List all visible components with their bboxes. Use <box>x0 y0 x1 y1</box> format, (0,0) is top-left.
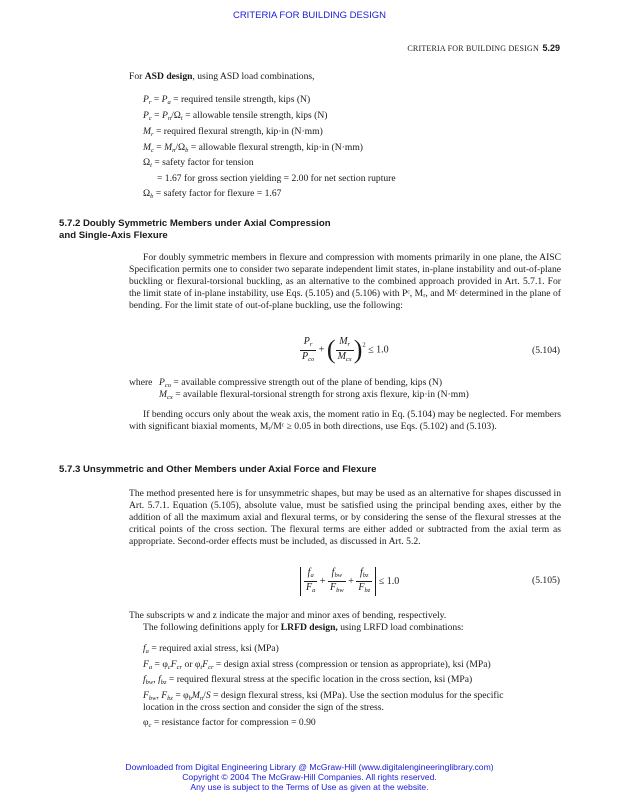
footer-copyright-line: Copyright © 2004 The McGraw-Hill Companies. All rights reserved. <box>182 772 437 782</box>
footer-terms-line[interactable]: Any use is subject to the Terms of Use as given at the website. <box>190 782 429 792</box>
eq-5105-absolute-value: $\frac{f_a}{F_a}$ + $\frac{f_{bw}}{F_{bw}}$ + $\frac{f_{bz}}{F_{bz}}$ <box>300 567 376 596</box>
section-5-7-2-heading: 5.7.2 Doubly Symmetric Members under Axial Compression and Single-Axis Flexure <box>59 218 331 241</box>
eq-5104-frac-pr-pco: $\frac{P_r}{P_{co}}$ <box>302 335 315 363</box>
def-mcx: $M_{cx}$ = available flexural-torsional strength for strong axis flexure, kip·in (N·mm) <box>159 389 469 401</box>
lrfd-def-fbw-fbz: $f_{bw}$, $f_{bz}$ = required flexural stress at the specific location in the cross section, ksi (MPa) <box>143 674 473 686</box>
lrfd-def-phi-c: $\varphi_c$ = resistance factor for compression = 0.90 <box>143 717 316 729</box>
page-number: 5.29 <box>542 43 560 53</box>
section-5-7-3-heading: 5.7.3 Unsymmetric and Other Members under Axial Force and Flexure <box>59 464 377 475</box>
asd-def-omega-t-values: = 1.67 for gross section yielding = 2.00 for net section rupture <box>157 173 396 184</box>
running-head: CRITERIA FOR BUILDING DESIGN <box>407 44 539 53</box>
asd-def-mr: $M_r$ = required flexural strength, kip·in (N·mm) <box>143 126 323 138</box>
para-5-7-3: The method presented here is for unsymmetric shapes, but may be used as an alternative for shapes discussed in Art. 5.7.1. Equation (5.105), absolute value, must be satisfied using the principal bending axes, either by the addition of all the maximum axial and flexural terms, or by considering the sense of the flexural stresses at the critical points of the cross section. The flexural terms are either added or subtracted from the axial term as appropriate. Second-order effects must be included, as discussed in Art. 5.2. <box>129 488 561 548</box>
equation-number-5-104: (5.104) <box>532 345 560 356</box>
asd-def-pr: $P_r = P_a$ = required tensile strength, kips (N) <box>143 94 311 106</box>
para-subscripts: The subscripts w and z indicate the major and minor axes of bending, respectively. <box>129 610 447 621</box>
where-label: where <box>129 377 153 388</box>
asd-def-pc: $P_c = P_n/\Omega_t$ = allowable tensile strength, kips (N) <box>143 110 328 122</box>
asd-def-omega-t: $\Omega_t$ = safety factor for tension <box>143 157 254 169</box>
eq-5105-frac-fbw-Fbw: $\frac{f_{bw}}{F_{bw}}$ <box>330 567 344 594</box>
lrfd-intro: The following definitions apply for LRFD design, using LRFD load combinations: <box>143 622 464 633</box>
para-5-7-2: For doubly symmetric members in flexure and compression with moments primarily in one plane, the AISC Specification permits one to consider two separate independent limit states, in-plane instability and out-of-plane buckling or flexural-torsional buckling, as an alternative to the combined approach provided in Art. 5.7.1. For the limit state of in-plane instability, use Eqs. (5.105) and (5.106) with Pᶜ, Mᵣ, and Mᶜ determined in the plane of bending. For the limit state of out-of-plane buckling, use the following: <box>129 252 561 312</box>
def-pco: $P_{co}$ = available compressive strength out of the plane of bending, kips (N) <box>159 377 443 389</box>
equation-5-105: $\frac{f_a}{F_a}$ + $\frac{f_{bw}}{F_{bw}}$ + $\frac{f_{bz}}{F_{bz}}$ ≤ 1.0 <box>300 567 399 596</box>
eq-5105-frac-fa-Fa: $\frac{f_a}{F_a}$ <box>306 567 316 594</box>
eq-5105-frac-fbz-Fbz: $\frac{f_{bz}}{F_{bz}}$ <box>358 567 371 594</box>
asd-intro: For ASD design, using ASD load combinations, <box>129 71 315 82</box>
lrfd-def-Fbw-Fbz: $F_{bw}$, $F_{bz} = \varphi_bM_n/S$ = design flexural stress, ksi (MPa). Use the section modulus for the specific <box>143 690 504 702</box>
lrfd-def-fa: $f_a$ = required axial stress, ksi (MPa) <box>143 643 279 655</box>
equation-5-104: $\frac{P_r}{P_{co}}$ + ( $\frac{M_r}{M_{cx}}$ )$^2$ ≤ 1.0 <box>302 335 389 364</box>
lrfd-def-Fbw-continued: location in the cross section and consider the sign of the stress. <box>143 702 384 713</box>
top-banner: CRITERIA FOR BUILDING DESIGN <box>232 10 387 21</box>
para-weak-axis: If bending occurs only about the weak axis, the moment ratio in Eq. (5.104) may be neglected. For members with significant biaxial moments, Mᵣ/Mᶜ ≥ 0.05 in both directions, use Eqs. (5.102) and (5.103). <box>129 409 561 433</box>
lrfd-def-Fa: $F_a = \varphi_cF_{cr}$ or $\varphi_tF_{cr}$ = design axial stress (compression or tension as appropriate), ksi (MPa) <box>143 659 491 671</box>
eq-5104-frac-mr-mcx: $\frac{M_r}{M_{cx}}$ <box>337 335 352 363</box>
footer-download-line[interactable]: Downloaded from Digital Engineering Library @ McGraw-Hill (www.digitalengineeringlibrary.com) <box>125 762 494 772</box>
equation-number-5-105: (5.105) <box>532 575 560 586</box>
asd-def-mc: $M_c = M_n/\Omega_b$ = allowable flexural strength, kip·in (N·mm) <box>143 142 363 154</box>
asd-def-omega-b: $\Omega_b$ = safety factor for flexure = 1.67 <box>143 188 282 200</box>
